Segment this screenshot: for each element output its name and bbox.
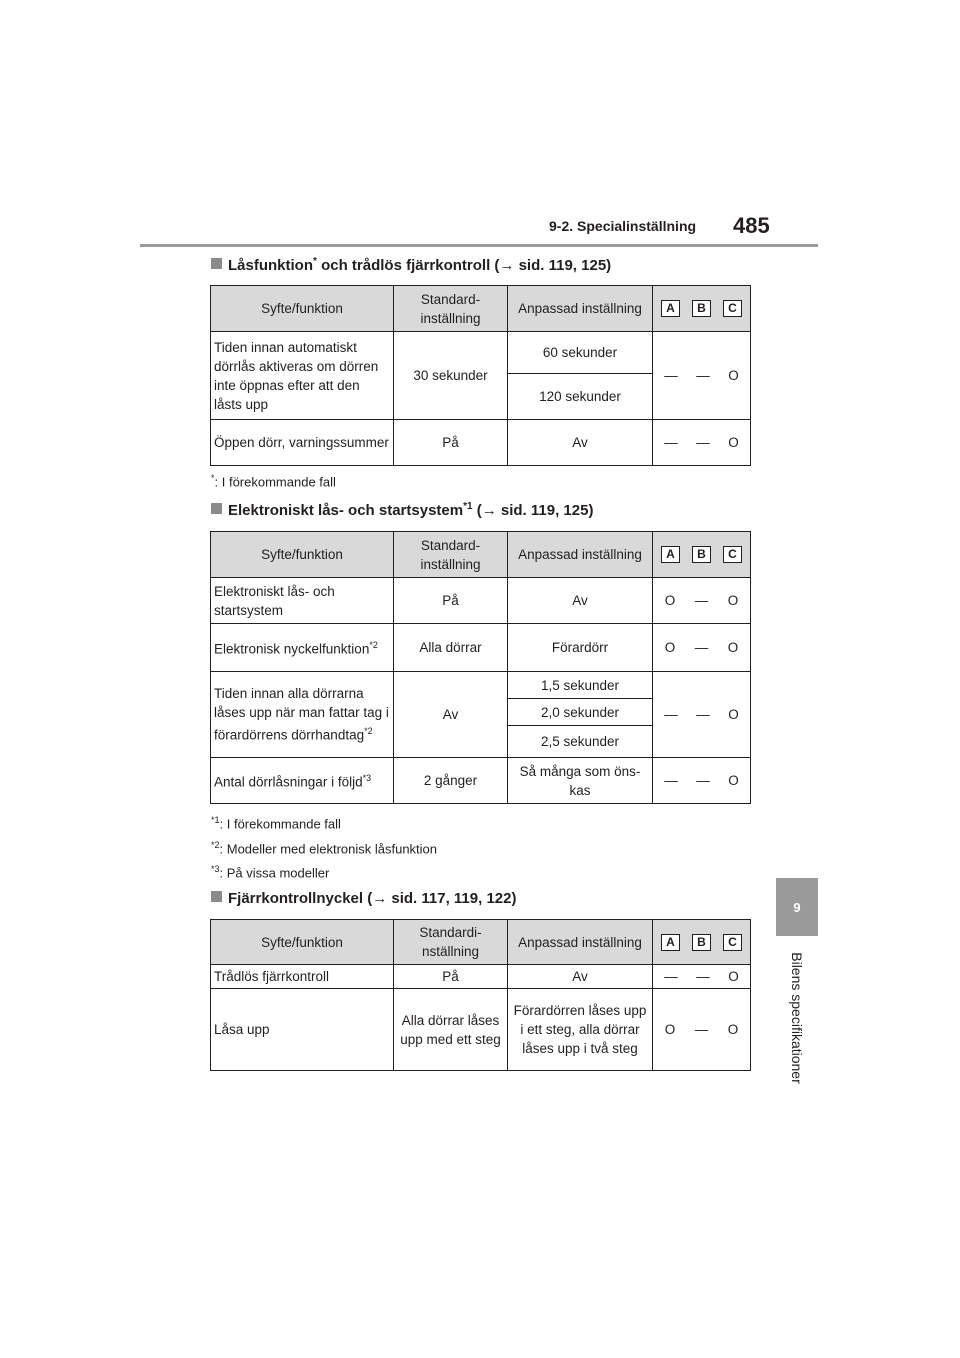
table-row — [211, 672, 751, 699]
footnote-text: : Modeller med elektronisk låsfunktion — [219, 841, 438, 857]
row-standard: På — [394, 420, 508, 466]
chapter-label-text: Bilens specifikationer — [789, 952, 805, 1084]
row-custom-option: 1,5 sekunder — [508, 672, 653, 699]
section2-heading — [211, 501, 593, 519]
mark-a: — — [664, 368, 678, 383]
row-custom-option: Förardörr — [508, 624, 653, 672]
table-row — [211, 420, 751, 466]
row-purpose-text: Antal dörrlåsningar i följd — [214, 774, 363, 790]
col-standard: Standard- inställning — [394, 532, 508, 578]
section3-title: Fjärrkontrollnyckel (→ sid. 117, 119, 122) — [228, 890, 517, 907]
footnote — [211, 815, 341, 831]
heading-square-icon — [211, 258, 222, 269]
row-purpose — [211, 672, 394, 758]
mark-a: — — [664, 773, 678, 788]
letter-a-icon: A — [661, 300, 680, 317]
row-purpose — [211, 624, 394, 672]
row-marks — [653, 758, 751, 804]
footnote-sup: *2 — [211, 840, 220, 850]
letter-b-icon: B — [692, 934, 711, 951]
mark-a: — — [664, 435, 678, 450]
row-purpose — [211, 758, 394, 804]
table-header-row — [211, 532, 751, 578]
footnote-sup: *3 — [211, 864, 220, 874]
mark-a: O — [664, 640, 676, 655]
section2-title-sup: *1 — [463, 501, 473, 512]
mark-b: — — [696, 773, 710, 788]
row-standard: På — [394, 965, 508, 989]
letter-b-icon: B — [692, 546, 711, 563]
row-custom-option: Så många som öns- kas — [508, 758, 653, 804]
col-standard: Standard- inställning — [394, 286, 508, 332]
row-custom-option: Av — [508, 578, 653, 624]
row-standard: Alla dörrar — [394, 624, 508, 672]
section2-title-rest: (→ sid. 119, 125) — [472, 502, 594, 519]
mark-b: — — [696, 707, 710, 722]
heading-square-icon — [211, 891, 222, 902]
row-custom-option: 2,5 sekunder — [508, 726, 653, 758]
section2-title: Elektroniskt lås- och startsystem — [228, 502, 464, 519]
footnote — [211, 864, 329, 880]
footnote-text: : I förekommande fall — [214, 474, 336, 490]
row-standard: På — [394, 578, 508, 624]
table-remote-key — [210, 919, 751, 1071]
row-purpose-sup: *3 — [362, 773, 372, 784]
row-purpose-sup: *2 — [369, 640, 378, 651]
mark-c: O — [728, 969, 739, 984]
row-purpose: Tiden innan automatiskt dörrlås aktiveras om dörren inte öppnas efter att den låsts upp — [211, 332, 394, 420]
section1-title-rest: och trådlös fjärrkontroll (→ sid. 119, 125) — [316, 257, 612, 274]
mark-a: O — [664, 1022, 676, 1037]
col-letters — [653, 920, 751, 965]
table-row — [211, 332, 751, 374]
row-purpose: Öppen dörr, varningssummer — [211, 420, 394, 466]
letter-c-icon: C — [723, 934, 742, 951]
mark-b: — — [694, 640, 709, 655]
row-custom-option: Förardörren låses upp i ett steg, alla dörrar låses upp i två steg — [508, 989, 653, 1071]
heading-square-icon — [211, 503, 222, 514]
section1-title: Låsfunktion — [228, 257, 313, 274]
section1-heading — [211, 256, 611, 274]
row-custom-option: Av — [508, 965, 653, 989]
letter-c-icon: C — [723, 300, 742, 317]
row-purpose: Elektroniskt lås- och startsystem — [211, 578, 394, 624]
row-marks — [653, 989, 751, 1071]
row-marks — [653, 420, 751, 466]
section-title: 9-2. Specialinställning — [549, 218, 697, 234]
row-marks — [653, 965, 751, 989]
chapter-tab[interactable] — [776, 878, 818, 936]
letter-c-icon: C — [723, 546, 742, 563]
mark-c: O — [728, 435, 739, 450]
row-purpose-text: Elektronisk nyckelfunktion — [214, 641, 370, 657]
col-custom: Anpassad inställning — [508, 532, 653, 578]
table-row — [211, 578, 751, 624]
mark-b: — — [696, 435, 710, 450]
footnote-text: : På vissa modeller — [219, 865, 330, 881]
row-purpose: Låsa upp — [211, 989, 394, 1071]
section1-title-sup: * — [313, 256, 317, 267]
mark-a: O — [664, 593, 676, 608]
row-marks — [653, 332, 751, 420]
mark-b: — — [694, 593, 709, 608]
letter-a-icon: A — [661, 546, 680, 563]
table-electronic-lock — [210, 531, 751, 804]
row-custom-option: Av — [508, 420, 653, 466]
letter-a-icon: A — [661, 934, 680, 951]
row-standard: Alla dörrar låses upp med ett steg — [394, 989, 508, 1071]
footnote-sup: *1 — [211, 815, 220, 825]
row-purpose-text: Tiden innan alla dörrarna låses upp när man fattar tag i förardörrens dörrhandtag — [214, 686, 389, 743]
letter-b-icon: B — [692, 300, 711, 317]
table-row — [211, 624, 751, 672]
row-purpose: Trådlös fjärrkontroll — [211, 965, 394, 989]
table-lock-function — [210, 285, 751, 466]
mark-c: O — [728, 773, 739, 788]
row-standard: 2 gånger — [394, 758, 508, 804]
mark-c: O — [728, 368, 739, 383]
col-standard: Standardi- nställning — [394, 920, 508, 965]
footnote — [211, 473, 336, 489]
col-custom: Anpassad inställning — [508, 286, 653, 332]
row-standard: 30 sekunder — [394, 332, 508, 420]
mark-c: O — [728, 707, 739, 722]
row-marks — [653, 578, 751, 624]
table-row — [211, 758, 751, 804]
table-row — [211, 965, 751, 989]
mark-a: — — [664, 969, 678, 984]
section3-heading — [211, 890, 516, 907]
chapter-number: 9 — [793, 899, 801, 915]
table-row — [211, 989, 751, 1071]
footnote — [211, 840, 437, 856]
mark-c: O — [727, 1022, 739, 1037]
mark-b: — — [694, 1022, 709, 1037]
mark-a: — — [664, 707, 678, 722]
row-custom-option: 2,0 sekunder — [508, 699, 653, 726]
row-purpose-sup: *2 — [364, 726, 373, 737]
mark-c: O — [727, 593, 739, 608]
row-custom-option: 60 sekunder — [508, 332, 653, 374]
row-custom-option: 120 sekunder — [508, 374, 653, 420]
row-standard: Av — [394, 672, 508, 758]
col-purpose: Syfte/funktion — [211, 286, 394, 332]
footnote-sup: * — [211, 473, 215, 483]
mark-b: — — [696, 368, 710, 383]
page-number: 485 — [733, 213, 770, 238]
table-header-row — [211, 286, 751, 332]
mark-b: — — [696, 969, 710, 984]
col-letters — [653, 532, 751, 578]
footnote-text: : I förekommande fall — [219, 816, 341, 832]
mark-c: O — [727, 640, 739, 655]
col-custom: Anpassad inställning — [508, 920, 653, 965]
col-letters — [653, 286, 751, 332]
row-marks — [653, 624, 751, 672]
header-rule — [140, 244, 818, 247]
col-purpose: Syfte/funktion — [211, 920, 394, 965]
col-purpose: Syfte/funktion — [211, 532, 394, 578]
table-header-row — [211, 920, 751, 965]
row-marks — [653, 672, 751, 758]
